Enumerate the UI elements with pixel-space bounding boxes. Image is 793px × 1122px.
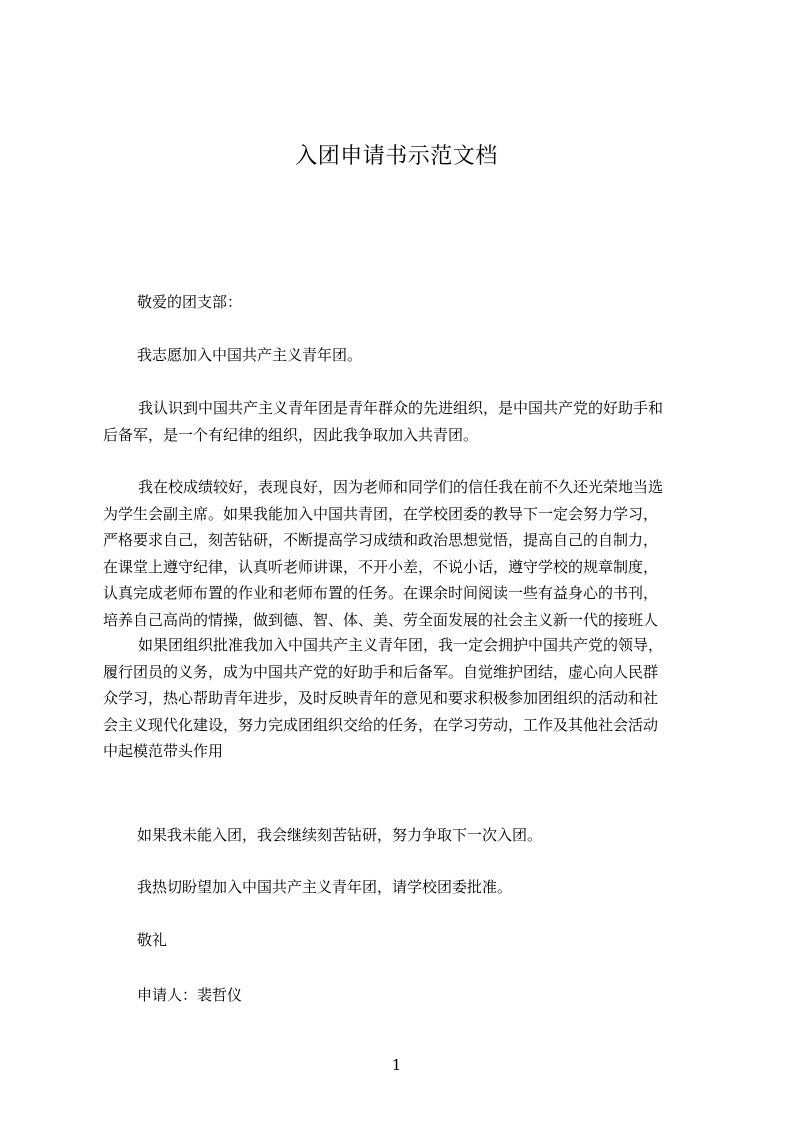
paragraph-volunteer: 我志愿加入中国共产主义青年团。 [137, 346, 363, 364]
paragraph-request: 我热切盼望加入中国共产主义青年团，请学校团委批准。 [137, 878, 513, 896]
text-line: 为学生会副主席。如果我能加入中国共青团，在学校团委的教导下一定会努力学习， [103, 504, 659, 523]
text-line: 认真完成老师布置的作业和老师布置的任务。在课余时间阅读一些有益身心的书刊， [103, 584, 659, 602]
text-line: 培养自己高尚的情操，做到德、智、体、美、劳全面发展的社会主义新一代的接班人 [103, 610, 659, 629]
text-line: 我在校成绩较好，表现良好，因为老师和同学们的信任我在前不久还光荣地当选 [138, 478, 664, 496]
page-number: 1 [391, 1056, 402, 1074]
salutation: 敬爱的团支部： [137, 293, 243, 311]
text-line: 在课堂上遵守纪律，认真听老师讲课，不开小差，不说小话，遵守学校的规章制度， [103, 557, 659, 576]
paragraph-recognition [103, 395, 705, 448]
text-line: 履行团员的义务，成为中国共产党的好助手和后备军。自觉维护团结，虚心向人民群 [103, 662, 659, 681]
text-line: 会主义现代化建设，努力完成团组织交给的任务，在学习劳动，工作及其他社会活动 [103, 715, 659, 734]
text-line: 我认识到中国共产主义青年团是青年群众的先进组织，是中国共产党的好助手和 [138, 399, 664, 417]
text-line: 严格要求自己，刻苦钻研，不断提高学习成绩和政治思想觉悟，提高自己的自制力， [103, 531, 659, 549]
paragraph-commitment [103, 632, 705, 765]
signature: 申请人：裴哲仪 [137, 986, 243, 1004]
text-line: 中起模范带头作用 [103, 742, 224, 760]
text-line: 如果团组织批准我加入中国共产主义青年团，我一定会拥护中国共产党的领导， [138, 636, 664, 654]
document-title: 入团申请书示范文档 [295, 144, 498, 169]
closing: 敬礼 [137, 931, 168, 949]
text-line: 后备军，是一个有纪律的组织，因此我争取加入共青团。 [103, 425, 479, 444]
text-line: 众学习，热心帮助青年进步，及时反映青年的意见和要求积极参加团组织的活动和社 [103, 689, 659, 707]
paragraph-performance [103, 474, 705, 633]
paragraph-retry: 如果我未能入团，我会继续刻苦钻研，努力争取下一次入团。 [137, 826, 543, 844]
